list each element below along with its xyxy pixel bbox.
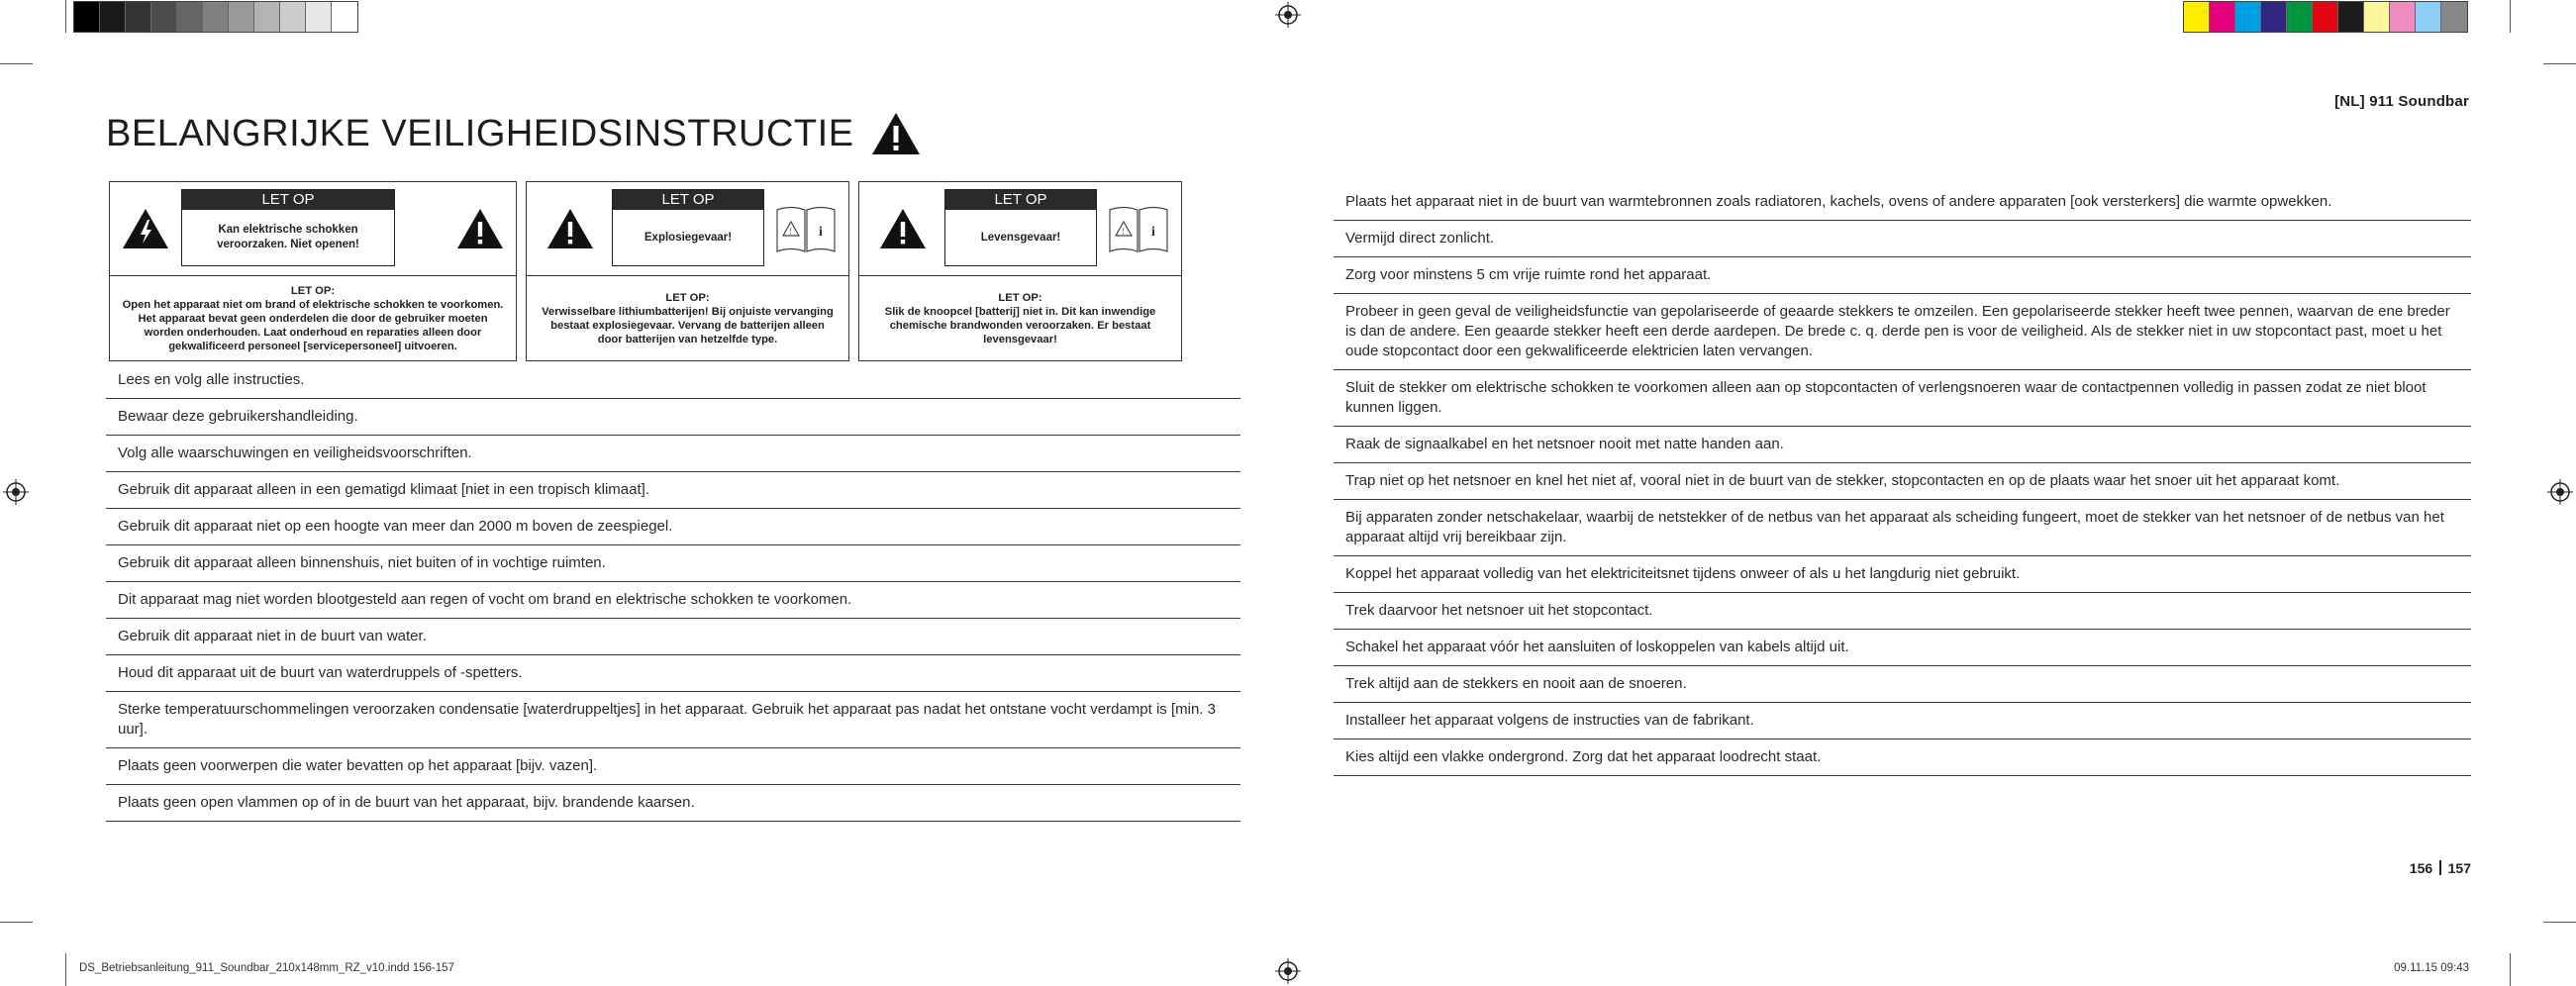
instruction-right-item: Vermijd direct zonlicht. [1334, 221, 2471, 257]
date-slug: 09.11.15 09:43 [2394, 962, 2469, 974]
instruction-left-item: Gebruik dit apparaat alleen in een gematigd klimaat [niet in een tropisch klimaat]. [106, 472, 1240, 509]
instruction-left-item: Gebruik dit apparaat alleen binnenshuis, niet buiten of in vochtige ruimten. [106, 545, 1240, 582]
instruction-right-item: Trek daarvoor het netsnoer uit het stopcontact. [1334, 593, 2471, 630]
instruction-right-item: Sluit de stekker om elektrische schokken te voorkomen alleen aan op stopcontacten of verlengsnoeren waar de contactpennen volledig in passen zodat ze niet bloot kunnen liggen. [1334, 370, 2471, 427]
color-swatch [2338, 2, 2364, 32]
warning-label-body: Kan elektrische schokken veroorzaken. Niet openen! [217, 224, 359, 250]
crop-mark [0, 922, 33, 923]
warning-box-electric [109, 181, 517, 361]
instruction-right-item: Probeer in geen geval de veiligheidsfunctie van gepolariseerde of geaarde stekkers te omzeilen. Een gepolariseerde stekker heeft twee pennen, waarvan de ene breder is dan de andere. Een geaarde stekker heeft een derde aardepen. De brede c. q. derde pen is voor de veiligheid. Als de stekker niet in uw stopcontact past, moet u het oude stopcontact door een gekwalificeerde elektricien laten vervangen. [1334, 294, 2471, 370]
warning-text [527, 276, 848, 360]
instruction-list-right [1334, 184, 2471, 776]
instruction-right-item: Installeer het apparaat volgens de instructies van de fabrikant. [1334, 703, 2471, 740]
page-number-right: 157 [2447, 860, 2471, 876]
color-bar [2183, 1, 2468, 33]
color-swatch [280, 2, 306, 32]
page-number [2410, 860, 2471, 876]
color-swatch [229, 2, 254, 32]
page-number-left: 156 [2409, 860, 2433, 876]
instruction-right-item: Raak de signaalkabel en het netsnoer nooit met natte handen aan. [1334, 427, 2471, 463]
color-swatch [2441, 2, 2467, 32]
crop-mark [2543, 63, 2576, 64]
warning-text-body: Verwisselbare lithiumbatterijen! Bij onjuiste vervanging bestaat explosiegevaar. Vervang de batterijen alleen door batterijen van hetzelfde type. [542, 305, 834, 345]
registration-mark-icon [1275, 958, 1301, 984]
page-number-divider [2439, 860, 2441, 875]
color-swatch [203, 2, 229, 32]
instruction-left-item: Volg alle waarschuwingen en veiligheidsvoorschriften. [106, 436, 1240, 472]
crop-mark [2510, 953, 2511, 986]
warning-text [859, 276, 1181, 360]
instruction-right-item: Trek altijd aan de stekkers en nooit aan de snoeren. [1334, 666, 2471, 703]
warning-box-battery [858, 181, 1182, 361]
svg-text:!: ! [789, 227, 792, 236]
warning-label-body: Levensgevaar! [980, 231, 1061, 244]
svg-text:i: i [1151, 225, 1155, 240]
svg-text:i: i [819, 225, 823, 240]
instruction-right-item: Kies altijd een vlakke ondergrond. Zorg dat het apparaat loodrecht staat. [1334, 740, 2471, 776]
file-slug: DS_Betriebsanleitung_911_Soundbar_210x148mm_RZ_v10.indd 156-157 [79, 962, 454, 974]
instruction-left-item: Lees en volg alle instructies. [106, 362, 1240, 399]
instruction-left-item: Plaats geen open vlammen op of in de buurt van het apparaat, bijv. brandende kaarsen. [106, 785, 1240, 822]
warning-text-title: LET OP: [290, 284, 336, 297]
color-swatch [332, 2, 357, 32]
manual-info-icon [774, 202, 838, 255]
instruction-right-item: Bij apparaten zonder netschakelaar, waarbij de netstekker of de netbus van het apparaat als scheiding fungeert, moet de stekker van het netsnoer of de netbus van het apparaat altijd vrij bereikbaar zijn. [1334, 500, 2471, 556]
warning-text-title: LET OP: [998, 291, 1042, 304]
color-swatch [2287, 2, 2313, 32]
instruction-left-item: Houd dit apparaat uit de buurt van waterdruppels of -spetters. [106, 655, 1240, 692]
color-swatch [2261, 2, 2287, 32]
instruction-left-item: Dit apparaat mag niet worden blootgesteld aan regen of vocht om brand en elektrische schokken te voorkomen. [106, 582, 1240, 619]
manual-info-icon [1107, 202, 1170, 255]
instruction-list-left [106, 362, 1240, 822]
crop-mark [2543, 922, 2576, 923]
registration-mark-icon [1275, 2, 1301, 28]
color-swatch [2235, 2, 2261, 32]
registration-mark-icon [3, 479, 29, 505]
instruction-left-item: Gebruik dit apparaat niet op een hoogte van meer dan 2000 m boven de zeespiegel. [106, 509, 1240, 545]
crop-mark [2510, 0, 2511, 33]
color-swatch [2313, 2, 2338, 32]
instruction-left-item: Sterke temperatuurschommelingen veroorzaken condensatie [waterdruppeltjes] in het apparaat. Gebruik het apparaat pas nadat het ontstane vocht verdampt is [min. 3 uur]. [106, 692, 1240, 748]
electric-hazard-icon [122, 208, 169, 249]
gray-color-bar [73, 1, 358, 33]
warning-text-body: Slik de knoopcel [batterij] niet in. Dit kan inwendige chemische brandwonden veroorzaken. Er bestaat levensgevaar! [884, 305, 1156, 345]
warning-label-head: LET OP [182, 190, 394, 210]
instruction-left-item: Bewaar deze gebruikershandleiding. [106, 399, 1240, 436]
warning-triangle-icon [456, 208, 504, 249]
warning-label-body: Explosiegevaar! [644, 231, 733, 244]
warning-text-body: Open het apparaat niet om brand of elektrische schokken te voorkomen. Het apparaat bevat geen onderdelen die door de gebruiker moeten worden onderhouden. Laat onderhoud en reparaties alleen door gekwalificeerd personeel [servicepersoneel] uitvoeren. [122, 298, 504, 352]
warning-triangle-icon [879, 208, 927, 249]
instruction-right-item: Trap niet op het netsnoer en knel het niet af, vooral niet in de buurt van de stekker, stopcontacten en op de plaats waar het snoer uit het apparaat komt. [1334, 463, 2471, 500]
warning-label-head: LET OP [945, 190, 1096, 210]
color-swatch [2390, 2, 2416, 32]
warning-label-head: LET OP [613, 190, 763, 210]
color-swatch [306, 2, 332, 32]
color-swatch [74, 2, 100, 32]
color-swatch [100, 2, 126, 32]
registration-mark-icon [2547, 479, 2573, 505]
color-swatch [2210, 2, 2235, 32]
color-swatch [151, 2, 177, 32]
page-title [106, 111, 922, 156]
color-swatch [254, 2, 280, 32]
color-swatch [126, 2, 151, 32]
crop-mark [65, 0, 66, 33]
color-swatch [2184, 2, 2210, 32]
instruction-left-item: Plaats geen voorwerpen die water bevatten op het apparaat [bijv. vazen]. [106, 748, 1240, 785]
page-title-text: BELANGRIJKE VEILIGHEIDSINSTRUCTIE [106, 112, 854, 154]
color-swatch [177, 2, 203, 32]
instruction-right-item: Zorg voor minstens 5 cm vrije ruimte rond het apparaat. [1334, 257, 2471, 294]
instruction-right-item: Plaats het apparaat niet in de buurt van warmtebronnen zoals radiatoren, kachels, ovens of andere apparaten [ook versterkers] die warmte opwekken. [1334, 184, 2471, 221]
crop-mark [65, 953, 66, 986]
warning-box-explosion [526, 181, 849, 361]
color-swatch [2364, 2, 2390, 32]
product-label: [NL] 911 Soundbar [2334, 93, 2469, 110]
color-swatch [2416, 2, 2441, 32]
instruction-left-item: Gebruik dit apparaat niet in de buurt van water. [106, 619, 1240, 655]
warning-text [110, 276, 516, 360]
instruction-right-item: Koppel het apparaat volledig van het elektriciteitsnet tijdens onweer of als u het langdurig niet gebruikt. [1334, 556, 2471, 593]
crop-mark [0, 63, 33, 64]
warning-triangle-icon [870, 111, 922, 156]
svg-text:!: ! [1122, 227, 1125, 236]
warning-text-title: LET OP: [665, 291, 710, 304]
instruction-right-item: Schakel het apparaat vóór het aansluiten of loskoppelen van kabels altijd uit. [1334, 630, 2471, 666]
warning-triangle-icon [546, 208, 594, 249]
